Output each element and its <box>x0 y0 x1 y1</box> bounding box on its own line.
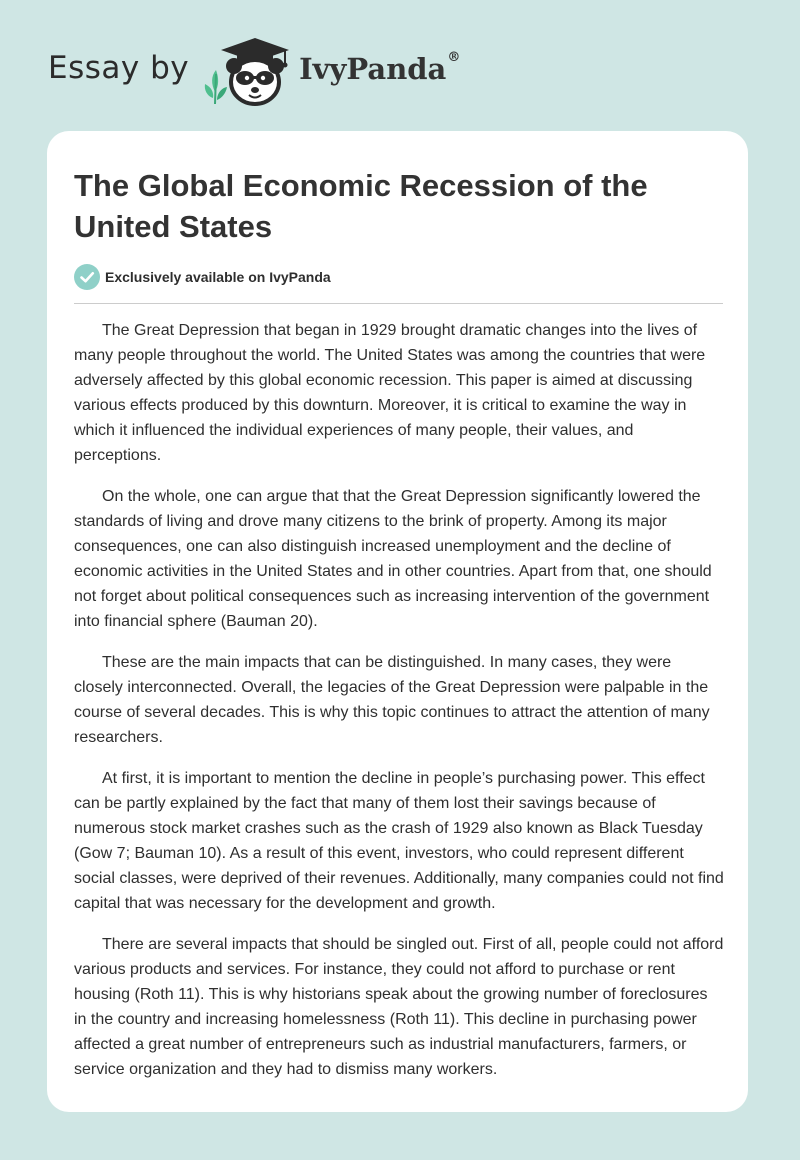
essay-by-label: Essay by <box>48 50 190 86</box>
paragraph: At first, it is important to mention the decline in people’s purchasing power. This effect can be partly explained by the fact that many of them lost their savings because of numerous stock market crashes such as the crash of 1929 also known as Black Tuesday (Gow 7; Bauman 10). As a result of this event, investors, who could represent different social classes, were deprived of their revenues. Additionally, many companies could not find capital that was necessary for the development and growth. <box>74 770 724 912</box>
essay-card <box>47 131 748 1112</box>
check-circle-icon <box>74 264 100 290</box>
exclusive-badge-label: Exclusively available on IvyPanda <box>105 269 331 285</box>
bamboo-leaf-icon <box>205 70 227 104</box>
paragraph: There are several impacts that should be singled out. First of all, people could not afford various products and services. For instance, they could not afford to purchase or rent housing (Roth 11). This is why historians speak about the growing number of foreclosures in the country and increasing homelessness (Roth 11). This decline in purchasing power affected a great number of entrepreneurs such as industrial manufacturers, farmers, or service organization and they had to dismiss many workers. <box>74 936 724 1078</box>
brand-name: IvyPanda <box>299 52 447 86</box>
essay-body <box>74 318 724 1098</box>
site-header <box>48 34 460 106</box>
panda-mascot-icon[interactable] <box>203 34 295 106</box>
exclusive-badge <box>74 264 331 290</box>
paragraph: On the whole, one can argue that that the Great Depression significantly lowered the standards of living and drove many citizens to the brink of property. Among its major consequences, one can also distinguish increased unemployment and the decline of economic activities in the United States and in other countries. Apart from that, one should not forget about political consequences such as increasing intervention of the government into financial sphere (Bauman 20). <box>74 488 712 630</box>
brand-logo-text[interactable] <box>299 52 460 86</box>
divider <box>74 303 723 304</box>
paragraph: These are the main impacts that can be distinguished. In many cases, they were closely interconnected. Overall, the legacies of the Great Depression were palpable in the course of several decades. This is why this topic continues to attract the attention of many researchers. <box>74 654 710 746</box>
paragraph: The Great Depression that began in 1929 brought dramatic changes into the lives of many people throughout the world. The United States was among the countries that were adversely affected by this global economic recession. This paper is aimed at discussing various effects produced by this downturn. Moreover, it is critical to examine the way in which it influenced the individual experiences of many people, their values, and perceptions. <box>74 322 706 464</box>
registered-mark: ® <box>447 50 461 65</box>
page-title: The Global Economic Recession of the United States <box>74 168 648 244</box>
